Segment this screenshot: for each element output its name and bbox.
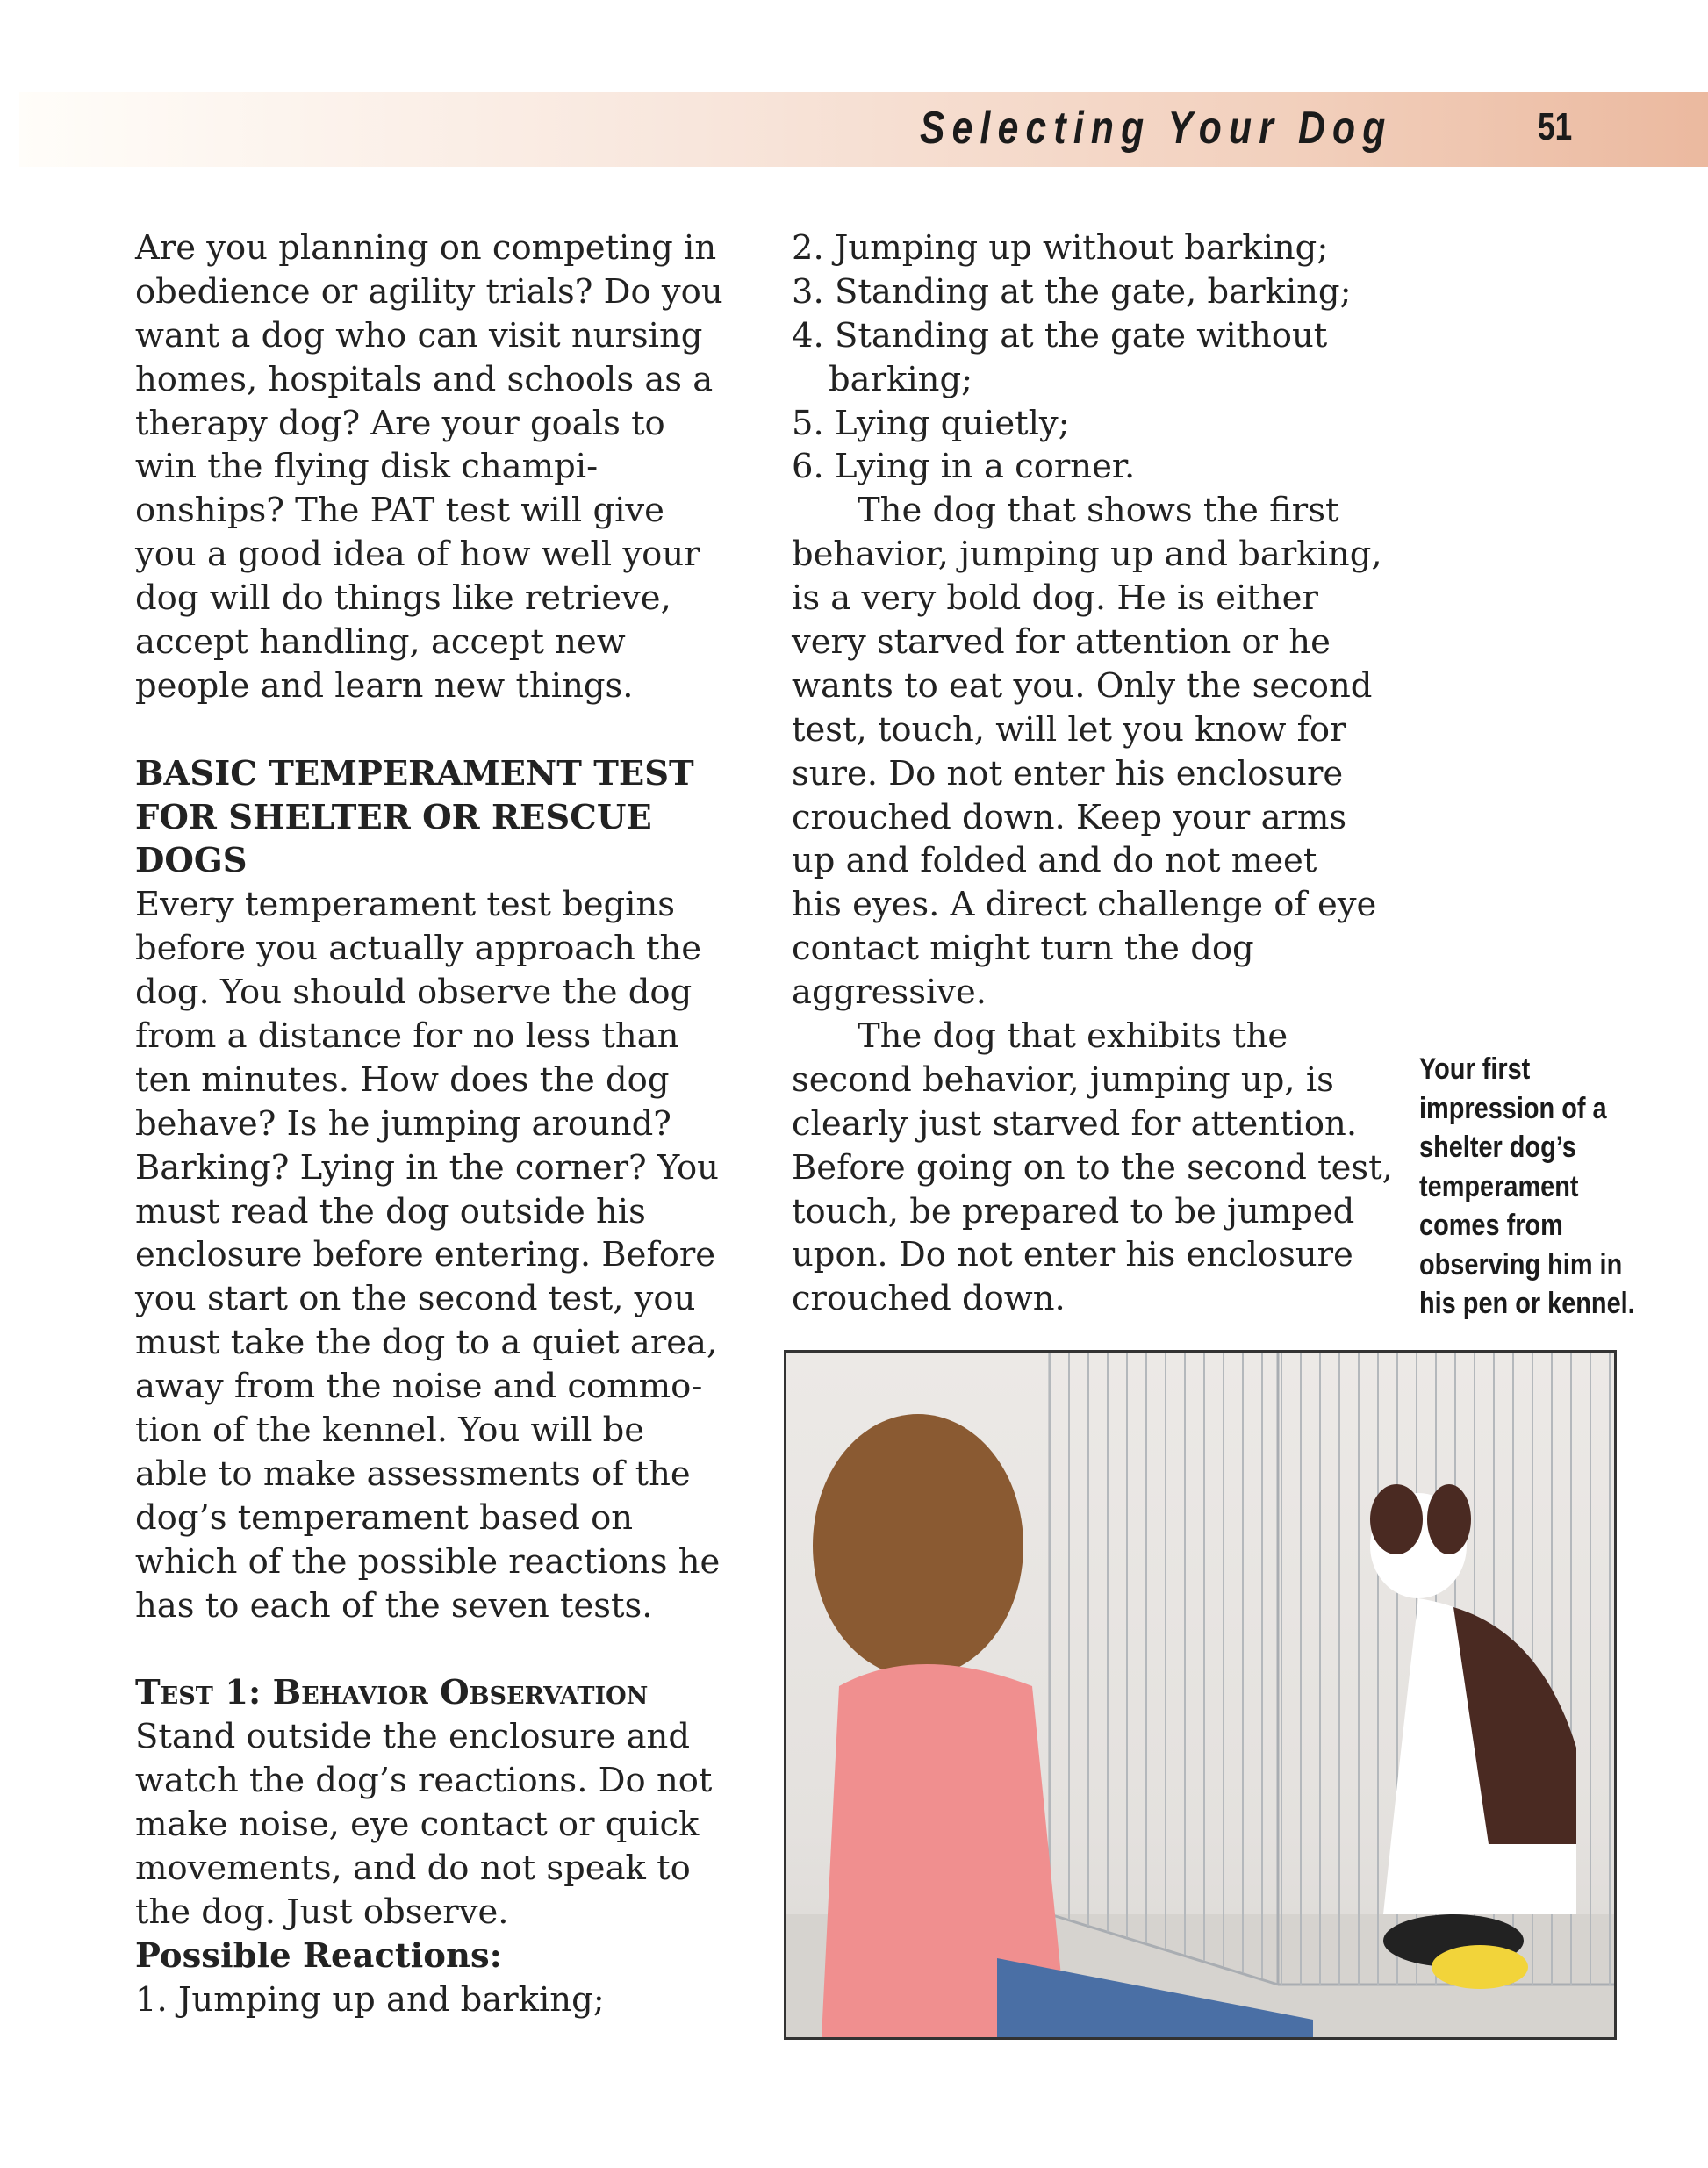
text-line: before you actually approach the — [135, 929, 702, 969]
text-line: his eyes. A direct challenge of eye — [792, 885, 1377, 925]
caption-line: impression of a — [1419, 1091, 1607, 1125]
text-line: accept handling, accept new — [135, 622, 626, 663]
page-number: 51 — [1538, 105, 1573, 148]
text-line: onships? The PAT test will give — [135, 491, 664, 531]
text-line: DOGS — [135, 841, 248, 881]
list-item: barking; — [829, 359, 973, 399]
text-line: Barking? Lying in the corner? You — [135, 1147, 719, 1188]
text-line: clearly just starved for attention. — [792, 1103, 1358, 1144]
text-line: you start on the second test, you — [135, 1279, 696, 1319]
text-line: tion of the kennel. You will be — [135, 1411, 645, 1451]
right-column — [792, 226, 1393, 1321]
text-line: obedience or agility trials? Do you — [135, 271, 723, 312]
section-heading: Test 1: Behavior Observation — [135, 1673, 649, 1713]
caption-line: shelter dog’s — [1419, 1131, 1576, 1164]
list-item: 1. Jumping up and barking; — [135, 1979, 605, 2020]
text-line: sure. Do not enter his enclosure — [792, 753, 1344, 793]
text-line: dog will do things like retrieve, — [135, 578, 671, 619]
list-item: 5. Lying quietly; — [792, 403, 1070, 443]
text-line: second behavior, jumping up, is — [792, 1059, 1334, 1100]
caption-line: comes from — [1419, 1209, 1563, 1242]
text-line: wants to eat you. Only the second — [792, 665, 1373, 706]
text-line: must take the dog to a quiet area, — [135, 1323, 718, 1363]
text-line: which of the possible reactions he — [135, 1541, 721, 1582]
text-line: touch, be prepared to be jumped — [792, 1191, 1355, 1231]
spacer — [135, 1628, 750, 1672]
caption-line: observing him in — [1419, 1247, 1623, 1281]
caption-line: Your first — [1419, 1052, 1531, 1086]
text-line: FOR SHELTER OR RESCUE — [135, 797, 652, 837]
text-line: make noise, eye contact or quick — [135, 1805, 700, 1845]
woman-hair — [813, 1414, 1023, 1677]
text-line: BASIC TEMPERAMENT TEST — [135, 753, 694, 793]
header-band — [19, 92, 1708, 167]
text-line: must read the dog outside his — [135, 1191, 646, 1231]
text-line: therapy dog? Are your goals to — [135, 403, 665, 443]
text-line: enclosure before entering. Before — [135, 1235, 716, 1275]
text-line: crouched down. Keep your arms — [792, 797, 1347, 837]
text-line: Before going on to the second test, — [792, 1147, 1393, 1188]
text-line: homes, hospitals and schools as a — [135, 359, 714, 399]
text-line: behave? Is he jumping around? — [135, 1103, 671, 1144]
caption-line: temperament — [1419, 1169, 1579, 1203]
caption-line: his pen or kennel. — [1419, 1287, 1635, 1320]
text-line: The dog that shows the first — [858, 491, 1339, 531]
photo-illustration — [786, 1353, 1614, 2037]
text-line: up and folded and do not meet — [792, 841, 1317, 881]
text-line: is a very bold dog. He is either — [792, 578, 1318, 619]
list-item: 6. Lying in a corner. — [792, 447, 1136, 487]
text-line: Stand outside the enclosure and — [135, 1717, 690, 1757]
text-line: the dog. Just observe. — [135, 1892, 509, 1932]
list-item: 2. Jumping up without barking; — [792, 228, 1329, 268]
text-line: able to make assessments of the — [135, 1454, 691, 1494]
text-line: from a distance for no less than — [135, 1016, 679, 1057]
reactions-label: Possible Reactions: — [135, 1935, 502, 1976]
list-item: 3. Standing at the gate, barking; — [792, 271, 1352, 312]
text-line: upon. Do not enter his enclosure — [792, 1235, 1353, 1275]
photo-caption — [1419, 1050, 1635, 1324]
text-line: you a good idea of how well your — [135, 535, 700, 575]
text-line: contact might turn the dog — [792, 929, 1254, 969]
text-line: Every temperament test begins — [135, 885, 676, 925]
text-line: away from the noise and commo- — [135, 1367, 703, 1407]
text-line: ten minutes. How does the dog — [135, 1059, 670, 1100]
list-item: 4. Standing at the gate without — [792, 315, 1328, 355]
text-line: aggressive. — [792, 973, 987, 1013]
photo-woman-and-dog-in-pen — [784, 1350, 1617, 2040]
running-title: Selecting Your Dog — [920, 103, 1393, 154]
text-line: watch the dog’s reactions. Do not — [135, 1761, 713, 1801]
text-line: people and learn new things. — [135, 665, 634, 706]
text-line: behavior, jumping up and barking, — [792, 535, 1382, 575]
text-line: win the flying disk champi- — [135, 447, 599, 487]
text-line: very starved for attention or he — [792, 622, 1331, 663]
text-line: dog’s temperament based on — [135, 1497, 634, 1538]
text-line: dog. You should observe the dog — [135, 973, 693, 1013]
text-line: test, touch, will let you know for — [792, 709, 1346, 750]
text-line: The dog that exhibits the — [858, 1016, 1288, 1057]
left-column — [135, 226, 750, 2022]
text-line: want a dog who can visit nursing — [135, 315, 703, 355]
text-line: Are you planning on competing in — [135, 228, 717, 268]
text-line: crouched down. — [792, 1279, 1066, 1319]
text-line: movements, and do not speak to — [135, 1848, 691, 1888]
text-line: has to each of the seven tests. — [135, 1585, 653, 1626]
spacer — [135, 708, 750, 752]
